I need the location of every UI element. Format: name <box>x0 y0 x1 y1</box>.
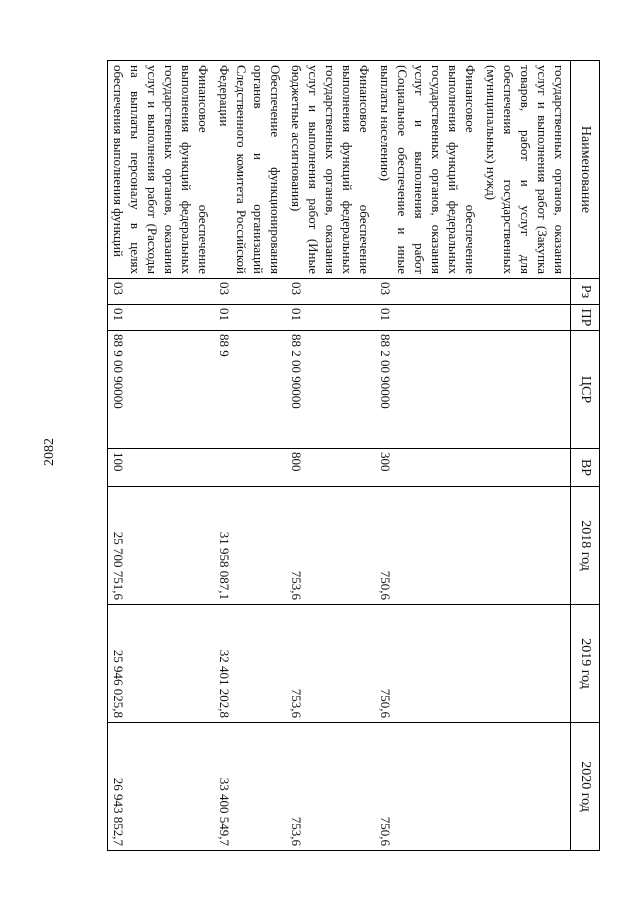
row-pr: 01 <box>286 305 375 331</box>
header-name: Наименование <box>571 61 600 279</box>
row-2020: 750,6 <box>375 723 481 851</box>
row-2020: 26 943 852,7 <box>108 723 215 851</box>
table-row <box>214 61 286 851</box>
row-pr: 01 <box>375 305 481 331</box>
row-vr: 300 <box>375 449 481 487</box>
header-vr: ВР <box>571 449 600 487</box>
table-header-row <box>571 61 600 851</box>
header-2018: 2018 год <box>571 487 600 605</box>
row-csr: 88 2 00 90000 <box>375 331 481 449</box>
row-csr: 88 9 00 90000 <box>108 331 215 449</box>
table-row <box>286 61 375 851</box>
row-name: Финансовое обеспечение выполнения функций федеральных государственных органов, оказания услуг и выполнения работ (Расходы на выплаты персоналу в целях обеспечения выполнения функций <box>108 61 215 279</box>
row-rz <box>481 279 571 305</box>
row-vr: 800 <box>286 449 375 487</box>
row-pr <box>481 305 571 331</box>
row-csr <box>481 331 571 449</box>
table-row <box>481 61 571 851</box>
row-2019: 750,6 <box>375 605 481 723</box>
row-2018: 25 700 751,6 <box>108 487 215 605</box>
row-vr: 100 <box>108 449 215 487</box>
row-pr: 01 <box>108 305 215 331</box>
budget-table <box>107 60 600 851</box>
row-2019 <box>481 605 571 723</box>
header-2019: 2019 год <box>571 605 600 723</box>
table-row <box>108 61 215 851</box>
row-rz: 03 <box>108 279 215 305</box>
rotated-page-content <box>60 60 600 850</box>
header-pr: ПР <box>571 305 600 331</box>
header-csr: ЦСР <box>571 331 600 449</box>
row-2018: 750,6 <box>375 487 481 605</box>
row-2018 <box>481 487 571 605</box>
row-rz: 03 <box>286 279 375 305</box>
header-2020: 2020 год <box>571 723 600 851</box>
row-2019: 32 401 202,8 <box>214 605 286 723</box>
row-vr <box>481 449 571 487</box>
page-number: 2082 <box>42 438 57 466</box>
row-2020: 33 400 549,7 <box>214 723 286 851</box>
row-2019: 753,6 <box>286 605 375 723</box>
row-2018: 753,6 <box>286 487 375 605</box>
row-vr <box>214 449 286 487</box>
row-csr: 88 9 <box>214 331 286 449</box>
row-name: Обеспечение функционирования органов и организаций Следственного комитета Российской Федерации <box>214 61 286 279</box>
row-name: Финансовое обеспечение выполнения функций федеральных государственных органов, оказания услуг и выполнения работ (Социальное обеспечение и иные выплаты населению) <box>375 61 481 279</box>
row-name: государственных органов, оказания услуг и выполнения работ (Закупка товаров, работ и услуг для обеспечения государственных (муниципальных) нужд) <box>481 61 571 279</box>
row-2020 <box>481 723 571 851</box>
row-2019: 25 946 025,8 <box>108 605 215 723</box>
row-rz: 03 <box>214 279 286 305</box>
row-name: Финансовое обеспечение выполнения функций федеральных государственных органов, оказания услуг и выполнения работ (Иные бюджетные ассигнования) <box>286 61 375 279</box>
table-row <box>375 61 481 851</box>
row-csr: 88 2 00 90000 <box>286 331 375 449</box>
row-pr: 01 <box>214 305 286 331</box>
row-2020: 753,6 <box>286 723 375 851</box>
row-2018: 31 958 087,1 <box>214 487 286 605</box>
row-rz: 03 <box>375 279 481 305</box>
header-rz: Рз <box>571 279 600 305</box>
